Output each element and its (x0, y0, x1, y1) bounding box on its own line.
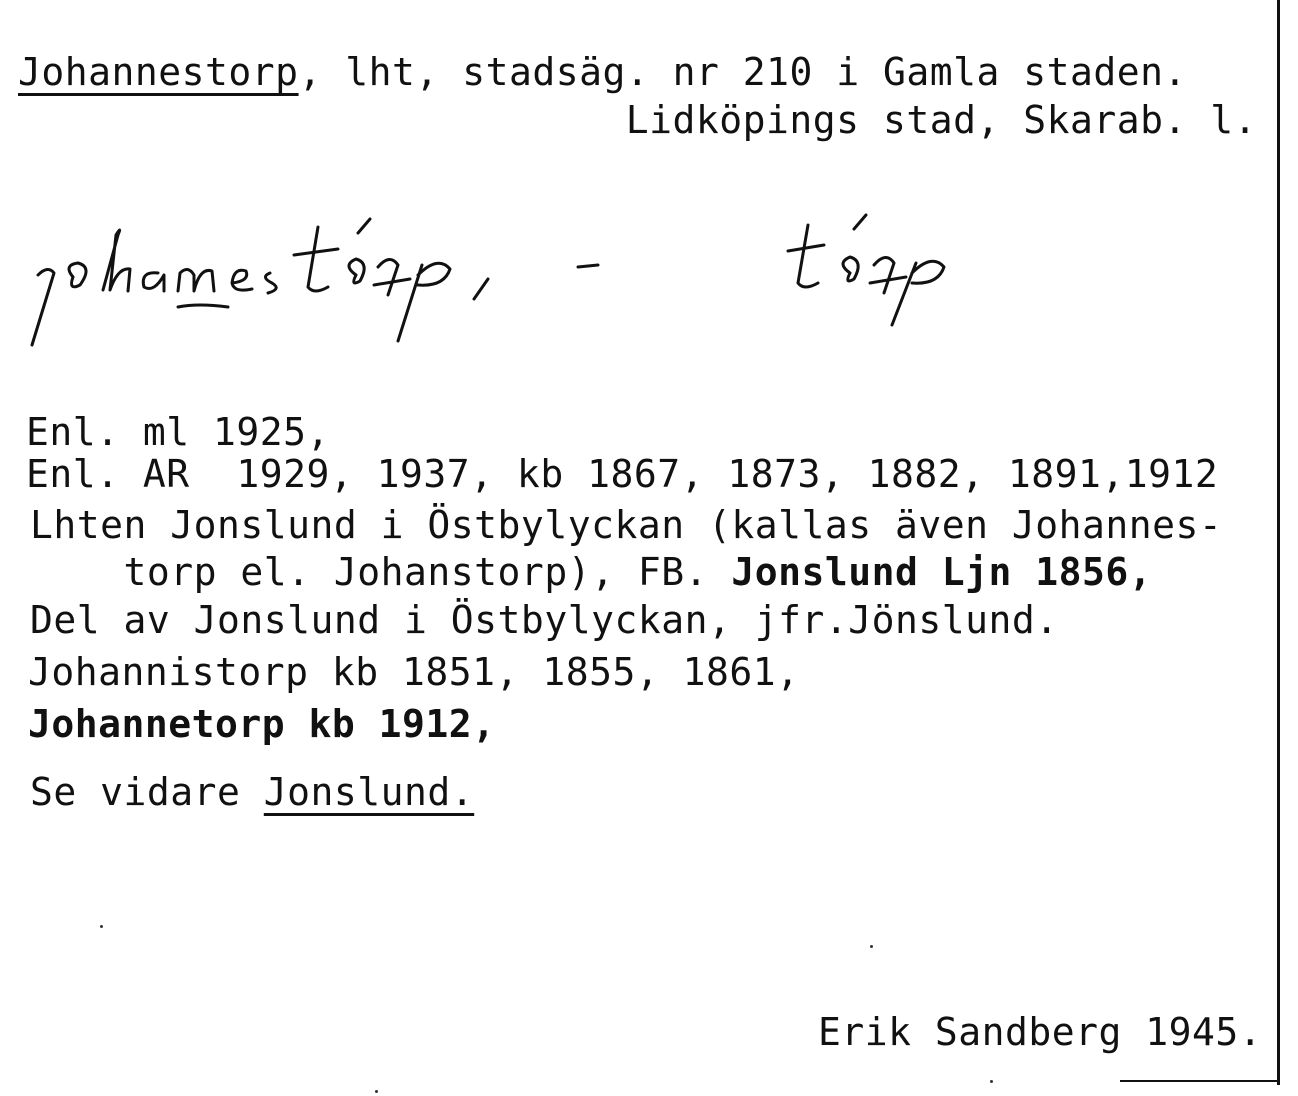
handwritten-pronunciation (18, 195, 958, 360)
see-also-prefix: Se vidare (30, 770, 264, 814)
scan-speck (990, 1080, 993, 1083)
card-line-lhten: Lhten Jonslund i Östbylyckan (kallas även Johannes- (30, 503, 1223, 547)
scan-speck (870, 945, 873, 948)
card-header-line-1 (18, 50, 1187, 94)
scan-speck (100, 925, 103, 928)
signature: Erik Sandberg 1945. (818, 1010, 1263, 1054)
card-line-fb-bold: Jonslund Ljn 1856, (731, 550, 1153, 594)
card-line-del-av: Del av Jonslund i Östbylyckan, jfr.Jönslund. (30, 598, 1059, 642)
card-line-johannistorp: Johannistorp kb 1851, 1855, 1861, (28, 650, 800, 694)
see-also-reference: Jonslund. (263, 770, 475, 814)
card-line-fb-text: torp el. Johanstorp), FB. (30, 550, 732, 594)
card-line-fb (30, 550, 1152, 594)
place-name-heading: Johannestorp (18, 50, 299, 94)
card-line-se-vidare (30, 770, 474, 814)
place-description: , lht, stadsäg. nr 210 i Gamla staden. (298, 50, 1187, 94)
card-line-enl-ml: Enl. ml 1925, (26, 410, 330, 454)
place-location: Lidköpings stad, Skarab. l. (625, 98, 1257, 142)
card-line-enl-ar: Enl. AR 1929, 1937, kb 1867, 1873, 1882, 1891,1912 (26, 452, 1219, 496)
scan-speck (375, 1090, 378, 1093)
card-bottom-edge (1120, 1080, 1280, 1082)
card-right-edge (1277, 0, 1280, 1085)
card-line-johannetorp: Johannetorp kb 1912, (28, 702, 496, 746)
